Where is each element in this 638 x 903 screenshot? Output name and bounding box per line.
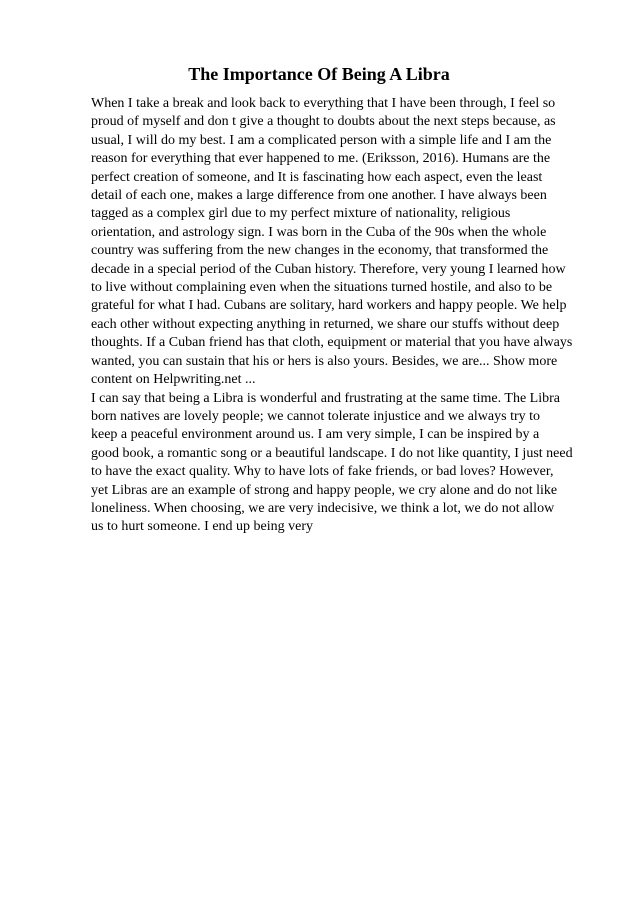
text-line: good book, a romantic song or a beautiful landscape. I do not like quantity, I just need [91, 445, 573, 461]
text-line: decade in a special period of the Cuban history. Therefore, very young I learned how [91, 261, 566, 277]
text-line: When I take a break and look back to everything that I have been through, I feel so [91, 96, 556, 111]
text-line: grateful for what I had. Cubans are solitary, hard workers and happy people. We help [91, 298, 567, 314]
text-line: reason for everything that ever happened to me. (Eriksson, 2016). Humans are the [91, 151, 551, 167]
text-line: country was suffering from the new changes in the economy, that transformed the [91, 243, 549, 259]
text-line: keep a peaceful environment around us. I am very simple, I can be inspired by a [91, 427, 540, 443]
text-line: to have the exact quality. Why to have lots of fake friends, or bad loves? However, [91, 464, 554, 480]
text-line: detail of each one, makes a large difference from one another. I have always been [91, 188, 547, 204]
text-line: perfect creation of someone, and It is fascinating how each aspect, even the least [91, 169, 543, 185]
text-line: us to hurt someone. I end up being very [91, 519, 314, 535]
body-text [91, 95, 591, 537]
text-line: loneliness. When choosing, we are very indecisive, we think a lot, we do not allow [91, 500, 555, 516]
text-line: thoughts. If a Cuban friend has that cloth, equipment or material that you have always [91, 335, 573, 351]
text-line: wanted, you can sustain that his or hers is also yours. Besides, we are... Show more [91, 353, 558, 369]
text-line: each other without expecting anything in returned, we share our stuffs without deep [91, 316, 560, 332]
text-line: yet Libras are an example of strong and happy people, we cry alone and do not like [91, 482, 558, 498]
text-line: content on Helpwriting.net ... [91, 372, 256, 388]
text-line: usual, I will do my best. I am a complicated person with a simple life and I am the [91, 132, 552, 148]
text-line: I can say that being a Libra is wonderful and frustrating at the same time. The Libra [91, 390, 560, 406]
page-title: The Importance Of Being A Libra [188, 64, 450, 84]
text-line: born natives are lovely people; we cannot tolerate injustice and we always try to [91, 408, 541, 424]
text-line: to live without complaining even when the situations turned hostile, and also to be [91, 280, 553, 296]
text-line: orientation, and astrology sign. I was born in the Cuba of the 90s when the whole [91, 224, 547, 240]
text-line: proud of myself and don t give a thought to doubts about the next steps because, as [91, 114, 556, 130]
text-line: tagged as a complex girl due to my perfect mixture of nationality, religious [91, 206, 511, 222]
